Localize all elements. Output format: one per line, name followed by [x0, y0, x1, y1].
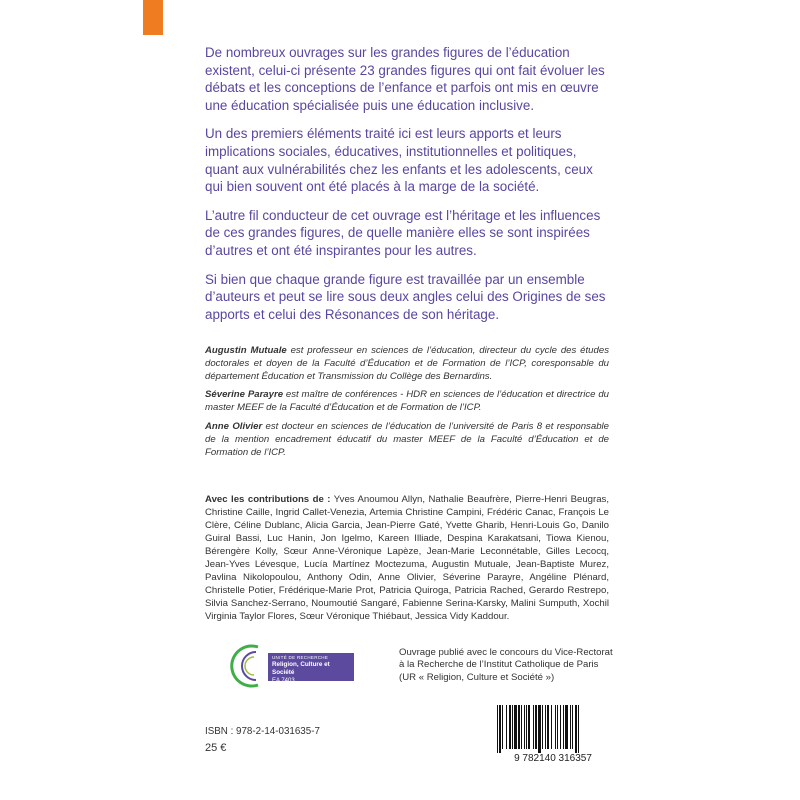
- barcode-bar: [524, 705, 525, 749]
- pitch-paragraph-2: Un des premiers éléments traité ici est leurs apports et leurs implications sociales, éducatives, institutionnelles et politiques, quant aux vulnérabilités chez les enfants et les adolescents, ceux qui bien souvent ont été placés à la marge de la société.: [205, 126, 593, 195]
- pitch-paragraph-1: De nombreux ouvrages sur les grandes figures de l’éducation existent, celui-ci présente 23 grandes figures qui ont fait évoluer les débats et les conceptions de l’enfance et parfois ont mis en œuvre une éducation spécialisée puis une éducation inclusive.: [205, 45, 605, 113]
- circular-arc-logo-icon: [228, 641, 272, 691]
- barcode-bar: [575, 705, 577, 753]
- author-bio: [205, 345, 609, 383]
- orange-color-tab: [143, 0, 163, 35]
- author-name: Anne Olivier: [205, 420, 263, 432]
- contributors-names: Yves Anoumou Allyn, Nathalie Beaufrère, Pierre-Henri Beugras, Christine Caille, Ingrid Callet-Venezia, Artemia Christine Campini, Frédéric Canac, François Le Clère, Céline Dublanc, Alicia Garcia, Jean-Pierre Gaté, Yvette Gharib, Henri-Louis Go, Danilo Guiral Bassi, Luc Hanin, Jon Igelmo, Kareen Illiade, Despina Karakatsani, Tiowa Kienou, Bérengère Kolly, Sœur Anne-Véronique Lapèze, Jean-Marie Leconnétable, Gilles Lecocq, Jean-Yves Lévesque, Lucía Martínez Moctezuma, Augustin Mutuale, Jean-Baptiste Murez, Pavlina Nikolopoulou, Anthony Odin, Anne Olivier, Séverine Parayre, Angéline Plénard, Christelle Potier, Frédérique-Marie Prot, Patricia Quiroga, Patricia Rached, Gerardo Restrepo, Silvia Sanchez-Serrano, Noumoutié Sangaré, Fabienne Serina-Karsky, Malini Sumputh, Xochil Virginia Taylor Flores, Sœur Véronique Thiébaut, Jessica Vidy Kaddour.: [205, 494, 609, 622]
- author-bio: [205, 421, 609, 459]
- price: 25 €: [205, 742, 227, 754]
- barcode-bar: [570, 705, 571, 749]
- barcode-bar: [542, 705, 543, 749]
- pitch-paragraph-4: Si bien que chaque grande figure est travaillée par un ensemble d’auteurs et peut se lire sous deux angles celui des Origines de ses apports et celui des Résonances de son héritage.: [205, 271, 606, 322]
- research-unit-logo: [228, 641, 368, 691]
- barcode-bar: [509, 705, 511, 749]
- book-pitch: [205, 44, 610, 334]
- barcode-bar: [578, 705, 579, 753]
- author-bio-text: est docteur en sciences de l’éducation de l’université de Paris 8 et responsable de la mention encadrement éducatif du master MEEF de la Faculté d’Éducation et de Formation de l’ICP.: [205, 420, 609, 458]
- pitch-paragraph-3: L’autre fil conducteur de cet ouvrage est l’héritage et les influences de ces grandes figures, de quelle manière elles se sont inspirées d’autres et ont été inspirantes pour les autres.: [205, 207, 601, 258]
- barcode-bar: [565, 705, 568, 749]
- unit-line-1: UNITÉ DE RECHERCHE: [272, 655, 329, 660]
- publication-note: Ouvrage publié avec le concours du Vice-Rectorat à la Recherche de l’Institut Catholique de Paris (UR « Religion, Culture et Société »): [399, 647, 613, 683]
- barcode-bar: [521, 705, 522, 749]
- barcode-bar: [514, 705, 517, 749]
- barcode-bar: [502, 705, 503, 749]
- author-bio-text: est professeur en sciences de l’éducation, directeur du cycle des études doctorales et doyen de la Faculté d’Éducation et de Formation de l’ICP, coresponsable du département Éducation et Transmission du Collège des Bernardins.: [205, 345, 609, 382]
- author-bio: [205, 389, 609, 415]
- barcode-bar: [499, 705, 501, 753]
- author-bio-text: est maître de conférences - HDR en sciences de l’éducation et directrice du master MEEF de la Faculté d’Éducation et de Formation de l’ICP.: [205, 389, 610, 414]
- unit-line-2: Religion, Culture et Société: [272, 661, 330, 676]
- barcode-bar: [560, 705, 561, 749]
- barcode-bar: [528, 705, 530, 749]
- barcode-bar: [563, 705, 564, 749]
- contributors-list: [205, 493, 609, 623]
- barcode-bar: [551, 705, 552, 749]
- barcode-bar: [555, 705, 556, 749]
- barcode-icon: [489, 705, 613, 763]
- barcode-bar: [572, 705, 573, 749]
- research-unit-label: [268, 653, 354, 684]
- barcode-bar: [518, 705, 520, 749]
- barcode-bar: [506, 705, 507, 749]
- barcode-number: 9 782140 316357: [514, 753, 592, 763]
- barcode-bar: [497, 705, 498, 753]
- isbn: ISBN : 978-2-14-031635-7: [205, 726, 320, 737]
- contributors-label: Avec les contributions de :: [205, 494, 331, 505]
- barcode-bar: [526, 705, 527, 749]
- barcode-bar: [547, 705, 549, 749]
- barcode-bar: [533, 705, 534, 749]
- barcode-bar: [535, 705, 537, 749]
- author-bios: [205, 345, 609, 465]
- barcode-bar: [545, 705, 546, 749]
- unit-line-3: EA 7403: [272, 678, 295, 684]
- barcode-bar: [512, 705, 513, 749]
- author-name: Séverine Parayre: [205, 389, 284, 401]
- author-name: Augustin Mutuale: [205, 345, 287, 356]
- barcode-bar: [557, 705, 558, 749]
- barcode-bar: [538, 705, 541, 753]
